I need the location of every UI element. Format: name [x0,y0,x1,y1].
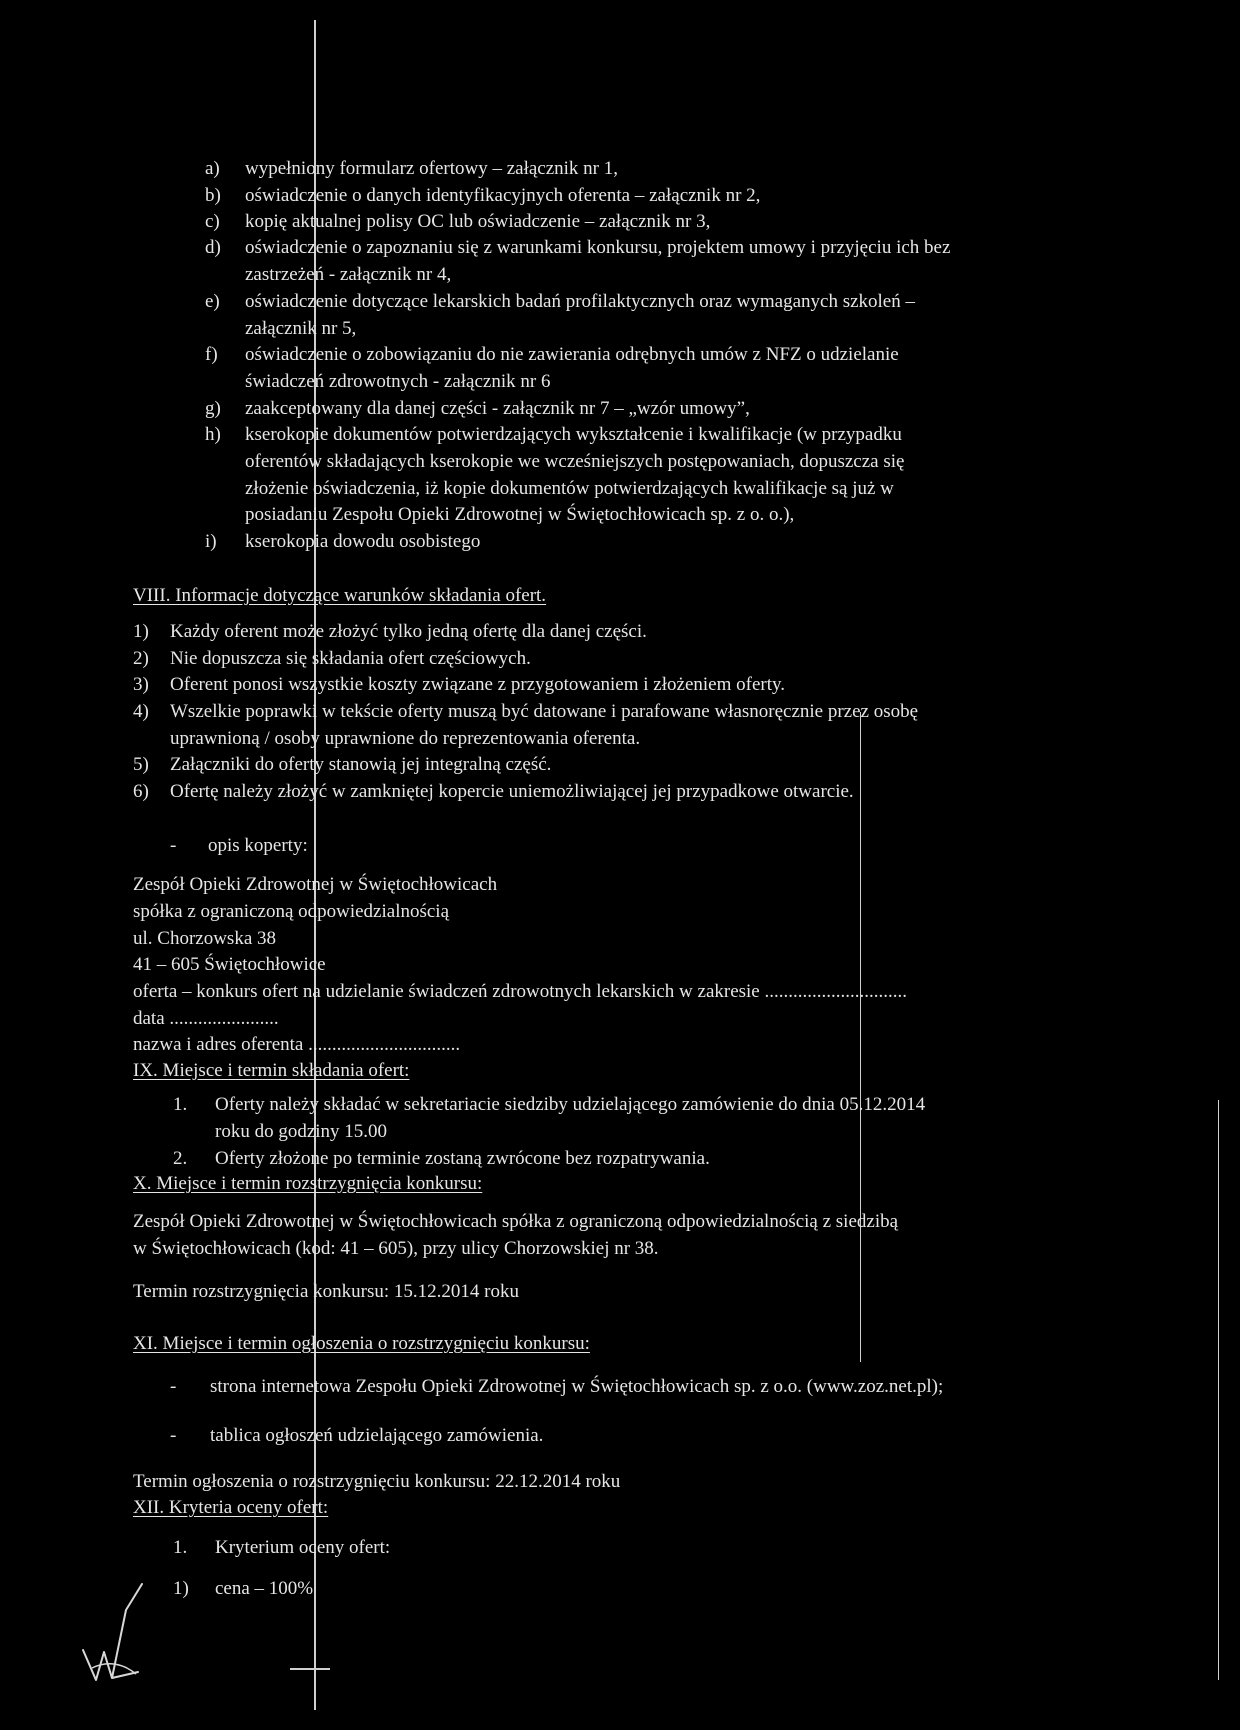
s11-bullet-1 [170,1375,943,1399]
att-d-cont [245,263,451,287]
list-marker: e) [205,291,220,312]
section-heading-xii: XII. Kryteria oceny ofert: [133,1497,329,1518]
list-text: Oferty należy składać w sekretariacie siedziby udzielającego zamówienie do dnia 05.12.2014 [215,1094,926,1115]
s8-item-4 [133,700,918,724]
list-text: wypełniony formularz ofertowy – załącznik nr 1, [245,158,619,179]
list-text: świadczeń zdrowotnych - załącznik nr 6 [245,371,551,392]
envelope-address-line-3: ul. Chorzowska 38 [133,928,277,949]
s11-bullet-2 [170,1424,543,1448]
list-marker: a) [205,158,220,179]
list-marker: h) [205,424,221,445]
att-h [205,423,902,447]
section-heading-viii: VIII. Informacje dotyczące warunków składania ofert. [133,585,547,606]
list-text: roku do godziny 15.00 [215,1121,388,1142]
list-marker: - [170,1376,177,1397]
list-text: uprawnioną / osoby uprawnione do reprezentowania oferenta. [170,728,641,749]
att-a [205,157,618,181]
list-text: Oferent ponosi wszystkie koszty związane z przygotowaniem i złożeniem oferty. [170,674,785,695]
list-marker: 6) [133,781,149,802]
list-text: oświadczenie o zobowiązaniu do nie zawierania odrębnych umów z NFZ o udzielanie [245,344,899,365]
list-text: oferentów składających kserokopie we wcześniejszych postępowaniach, dopuszcza się [245,451,905,472]
att-c [205,210,710,234]
list-text: kopię aktualnej polisy OC lub oświadczenie – załącznik nr 3, [245,211,711,232]
s10-resolution-date: Termin rozstrzygnięcia konkursu: 15.12.2014 roku [133,1281,519,1302]
list-text: posiadaniu Zespołu Opieki Zdrowotnej w Świętochłowicach sp. z o. o.), [245,504,795,525]
list-text: Nie dopuszcza się składania ofert częściowych. [170,648,531,669]
envelope-address-line-5: oferta – konkurs ofert na udzielanie świadczeń zdrowotnych lekarskich w zakresie .............................. [133,981,907,1002]
att-b [205,184,760,208]
s10-paragraph-line-1: Zespół Opieki Zdrowotnej w Świętochłowicach spółka z ograniczoną odpowiedzialnością z siedzibą [133,1211,899,1232]
att-h-cont3 [245,503,794,527]
scan-line-vertical-far-right [1218,1100,1219,1680]
envelope-address-line-7: nazwa i adres oferenta ................................ [133,1034,461,1055]
att-f [205,343,1111,367]
scan-line-horizontal [290,1668,330,1670]
list-marker: 2. [173,1148,188,1169]
list-text: Ofertę należy złożyć w zamkniętej kopercie uniemożliwiającej jej przypadkowe otwarcie. [170,781,854,802]
s8-item-4-cont [170,727,640,751]
list-text: Kryterium oceny ofert: [215,1537,391,1558]
list-marker: i) [205,531,217,552]
s12-item-2 [173,1577,313,1601]
list-text: oświadczenie o zapoznaniu się z warunkami konkursu, projektem umowy i przyjęciu ich bez [245,237,951,258]
list-marker: d) [205,237,221,258]
list-marker: 2) [133,648,149,669]
list-text: załącznik nr 5, [245,318,357,339]
att-g [205,397,750,421]
list-text: oświadczenie o danych identyfikacyjnych oferenta – załącznik nr 2, [245,185,761,206]
s8-item-1 [133,620,647,644]
envelope-address-line-2: spółka z ograniczoną odpowiedzialnością [133,901,450,922]
list-text: Załączniki do oferty stanowią jej integralną część. [170,754,552,775]
list-marker: b) [205,185,221,206]
list-text: złożenie oświadczenia, iż kopie dokumentów potwierdzających kwalifikacje są już w [245,478,894,499]
s8-item-5 [133,753,551,777]
list-marker: g) [205,398,221,419]
att-h-cont1 [245,450,904,474]
list-text: kserokopia dowodu osobistego [245,531,481,552]
list-text: Wszelkie poprawki w tekście oferty muszą być datowane i parafowane własnoręcznie przez osobę [170,701,919,722]
s8-item-2 [133,647,531,671]
list-text: strona internetowa Zespołu Opieki Zdrowotnej w Świętochłowicach sp. z o.o. (www.zoz.net.pl); [210,1376,944,1397]
att-h-cont2 [245,477,894,501]
envelope-label [170,834,308,858]
envelope-address-line-1: Zespół Opieki Zdrowotnej w Świętochłowicach [133,874,498,895]
list-marker: 1. [173,1537,188,1558]
list-text: tablica ogłoszeń udzielającego zamówienia. [210,1425,544,1446]
list-text: zaakceptowany dla danej części - załącznik nr 7 – „wzór umowy”, [245,398,750,419]
list-text: cena – 100% [215,1578,314,1599]
s8-item-3 [133,673,785,697]
list-marker: c) [205,211,220,232]
list-marker: 1. [173,1094,188,1115]
s8-item-6 [133,780,854,804]
envelope-address-line-4: 41 – 605 Świętochłowice [133,954,326,975]
att-i [205,530,480,554]
list-text: opis koperty: [208,835,308,856]
list-marker: - [170,835,177,856]
list-text: Oferty złożone po terminie zostaną zwrócone bez rozpatrywania. [215,1148,710,1169]
list-text: Każdy oferent może złożyć tylko jedną ofertę dla danej części. [170,621,647,642]
att-e [205,290,915,314]
list-marker: f) [205,344,218,365]
att-e-cont [245,317,356,341]
s10-paragraph-line-2: w Świętochłowicach (kod: 41 – 605), przy ulicy Chorzowskiej nr 38. [133,1238,659,1259]
s11-announcement-date: Termin ogłoszenia o rozstrzygnięciu konkursu: 22.12.2014 roku [133,1471,621,1492]
att-d [205,236,950,260]
scan-line-vertical-right [860,712,861,1362]
list-marker: 3) [133,674,149,695]
list-marker: 1) [173,1578,189,1599]
list-marker: 4) [133,701,149,722]
att-f-cont [245,370,550,394]
list-marker: 1) [133,621,149,642]
s12-item-1 [173,1536,390,1560]
handwritten-signature [78,1580,168,1690]
section-heading-x: X. Miejsce i termin rozstrzygnięcia konkursu: [133,1173,483,1194]
list-marker: - [170,1425,177,1446]
s9-item-2 [173,1147,710,1171]
list-text: oświadczenie dotyczące lekarskich badań profilaktycznych oraz wymaganych szkoleń – [245,291,915,312]
section-heading-xi: XI. Miejsce i termin ogłoszenia o rozstrzygnięciu konkursu: [133,1333,590,1354]
list-marker: 5) [133,754,149,775]
envelope-address-line-6: data ....................... [133,1008,279,1029]
list-text: zastrzeżeń - załącznik nr 4, [245,264,452,285]
list-text: kserokopie dokumentów potwierdzających wykształcenie i kwalifikacje (w przypadku [245,424,902,445]
s9-item-1 [173,1093,925,1117]
section-heading-ix: IX. Miejsce i termin składania ofert: [133,1060,410,1081]
s9-item-1-cont [215,1120,387,1144]
